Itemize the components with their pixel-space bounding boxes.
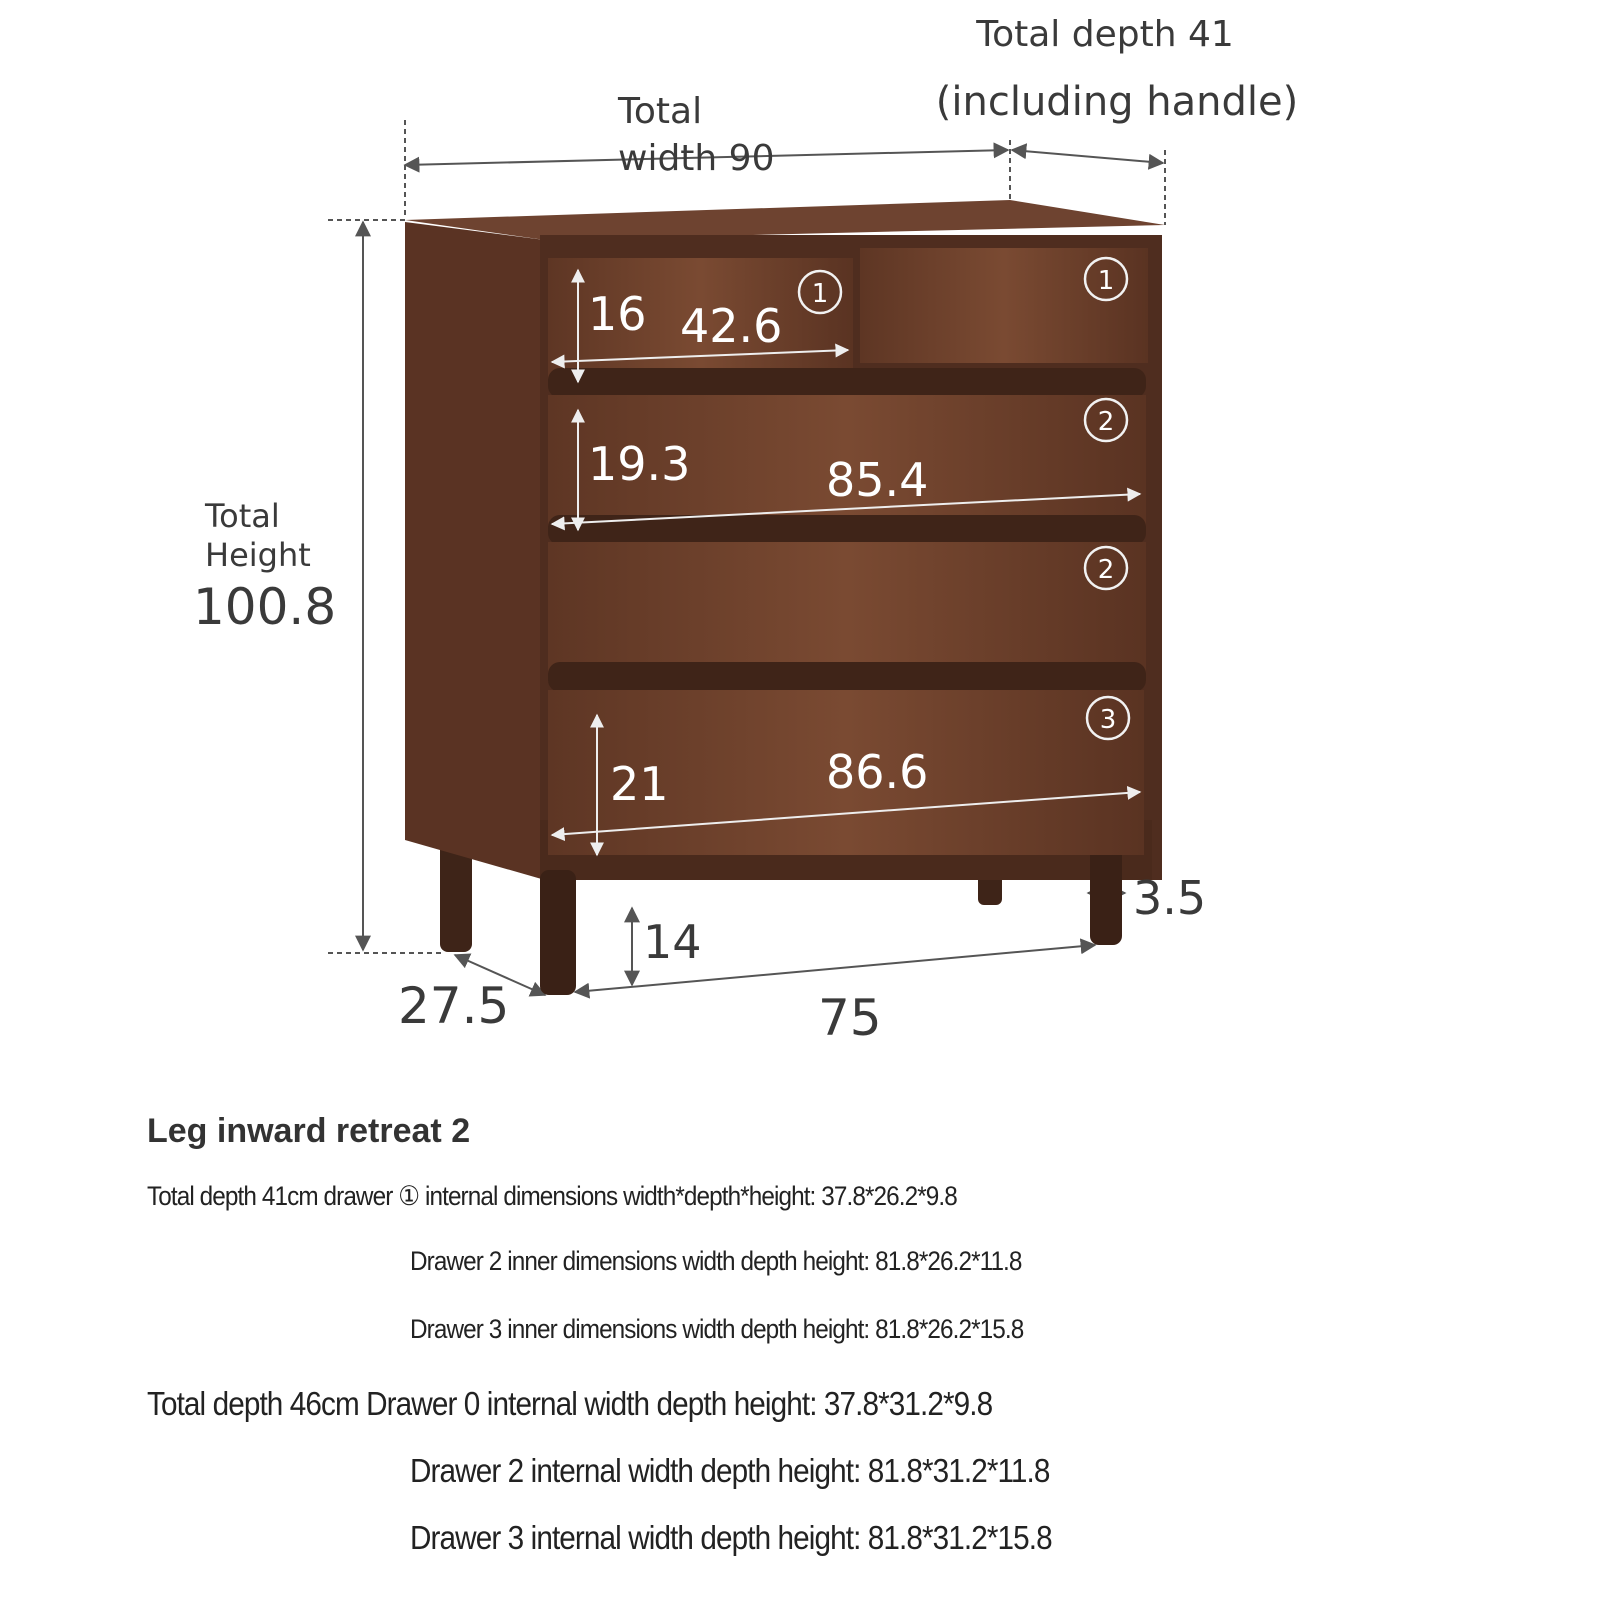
label-total-height-1: Total (205, 497, 280, 535)
svg-text:2: 2 (1097, 407, 1115, 437)
top-panel (405, 200, 1165, 240)
svg-text:3: 3 (1099, 705, 1117, 735)
side-panel (405, 222, 545, 880)
label-total-depth: Total depth 41 (976, 14, 1234, 55)
spec-heading: Leg inward retreat 2 (147, 1112, 471, 1150)
spec-41-drawer-2: Drawer 2 inner dimensions width depth height: 81.8*26.2*11.8 (410, 1246, 1022, 1276)
label-drawer3-width: 86.6 (826, 745, 929, 799)
label-total-height-value: 100.8 (193, 578, 337, 636)
label-leg-height: 14 (643, 915, 702, 969)
label-drawer3-height: 21 (610, 757, 669, 811)
spec-46-drawer-3: Drawer 3 internal width depth height: 81.8*31.2*15.8 (410, 1519, 1052, 1556)
svg-text:1: 1 (811, 279, 829, 309)
dresser (405, 200, 1165, 995)
label-front-leg-span: 75 (818, 989, 882, 1047)
label-drawer2-height: 19.3 (588, 437, 691, 491)
spec-41-drawer-3: Drawer 3 inner dimensions width depth height: 81.8*26.2*15.8 (410, 1314, 1024, 1344)
leg-front-left (540, 870, 576, 995)
label-including-handle: (including handle) (935, 79, 1299, 125)
label-total-height-2: Height (205, 536, 311, 574)
label-total-width-2: width 90 (618, 138, 775, 179)
label-drawer2-width: 85.4 (826, 453, 929, 507)
spec-46-drawer-1: Total depth 46cm Drawer 0 internal width depth height: 37.8*31.2*9.8 (147, 1385, 993, 1422)
label-side-leg-span: 27.5 (398, 977, 510, 1035)
label-drawer1-height: 16 (588, 287, 647, 341)
svg-text:1: 1 (1097, 266, 1115, 296)
label-drawer1-width: 42.6 (680, 299, 783, 353)
drawer-2-bottom (548, 542, 1146, 682)
spec-46-drawer-2: Drawer 2 internal width depth height: 81.8*31.2*11.8 (410, 1452, 1050, 1489)
label-total-width-1: Total (618, 91, 703, 132)
drawer-handle-rail-1 (548, 368, 1146, 398)
drawer-handle-rail-3 (548, 662, 1146, 692)
spec-41-drawer-1: Total depth 41cm drawer ① internal dimensions width*depth*height: 37.8*26.2*9.8 (147, 1181, 957, 1211)
svg-text:2: 2 (1097, 555, 1115, 585)
label-leg-width: 3.5 (1133, 871, 1207, 925)
